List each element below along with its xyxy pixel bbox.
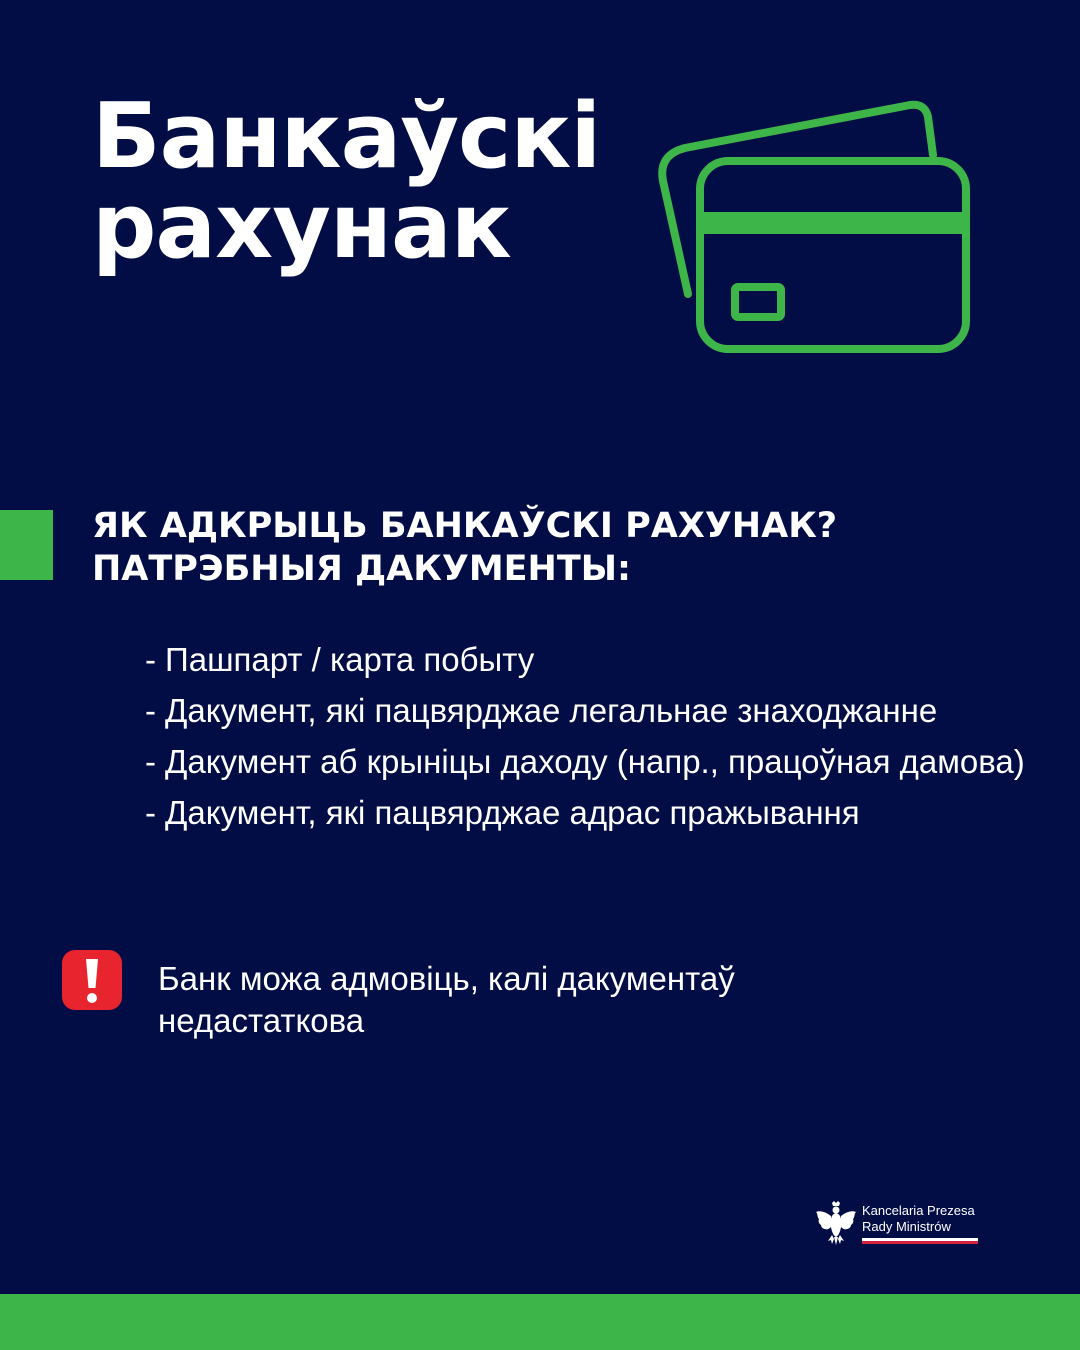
list-item	[145, 640, 1025, 680]
list-item-text: Пашпарт / карта побыту	[165, 641, 535, 678]
logo-text-line-1: Kancelaria Prezesa	[862, 1203, 975, 1218]
government-logo	[815, 1200, 985, 1250]
documents-list	[145, 640, 1025, 844]
exclamation-icon	[62, 950, 122, 1010]
logo-text	[862, 1203, 975, 1235]
section-heading-line-1: ЯК АДКРЫЦЬ БАНКАЎСКІ РАХУНАК?	[92, 506, 838, 546]
list-item	[145, 793, 1025, 833]
list-item	[145, 742, 1025, 782]
list-item-text: Дакумент, які пацвярджае адрас пражывання	[165, 794, 860, 831]
list-item-text: Дакумент аб крыніцы даходу (напр., працоўная дамова)	[165, 743, 1025, 780]
list-item-marker: -	[145, 794, 156, 831]
page-title-line-2: рахунак	[92, 174, 511, 279]
list-item-marker: -	[145, 743, 156, 780]
section-heading	[92, 505, 837, 591]
list-item-text: Дакумент, які пацвярджае легальнае знаходжанне	[165, 692, 938, 729]
polish-flag-stripe	[862, 1238, 978, 1244]
section-heading-line-2: ПАТРЭБНЫЯ ДАКУМЕНТЫ:	[92, 549, 631, 589]
list-item-marker: -	[145, 692, 156, 729]
list-item-marker: -	[145, 641, 156, 678]
page-title	[92, 84, 601, 279]
list-item	[145, 691, 1025, 731]
bottom-accent-bar	[0, 1294, 1080, 1350]
white-eagle-emblem-icon	[815, 1200, 857, 1246]
warning-text: Банк можа адмовіць, калі дакументаў недастаткова	[158, 960, 735, 1039]
credit-card-icon	[655, 95, 975, 360]
section-accent-block	[0, 510, 53, 580]
page-title-line-1: Банкаўскі	[92, 84, 601, 189]
logo-text-line-2: Rady Ministrów	[862, 1219, 951, 1234]
